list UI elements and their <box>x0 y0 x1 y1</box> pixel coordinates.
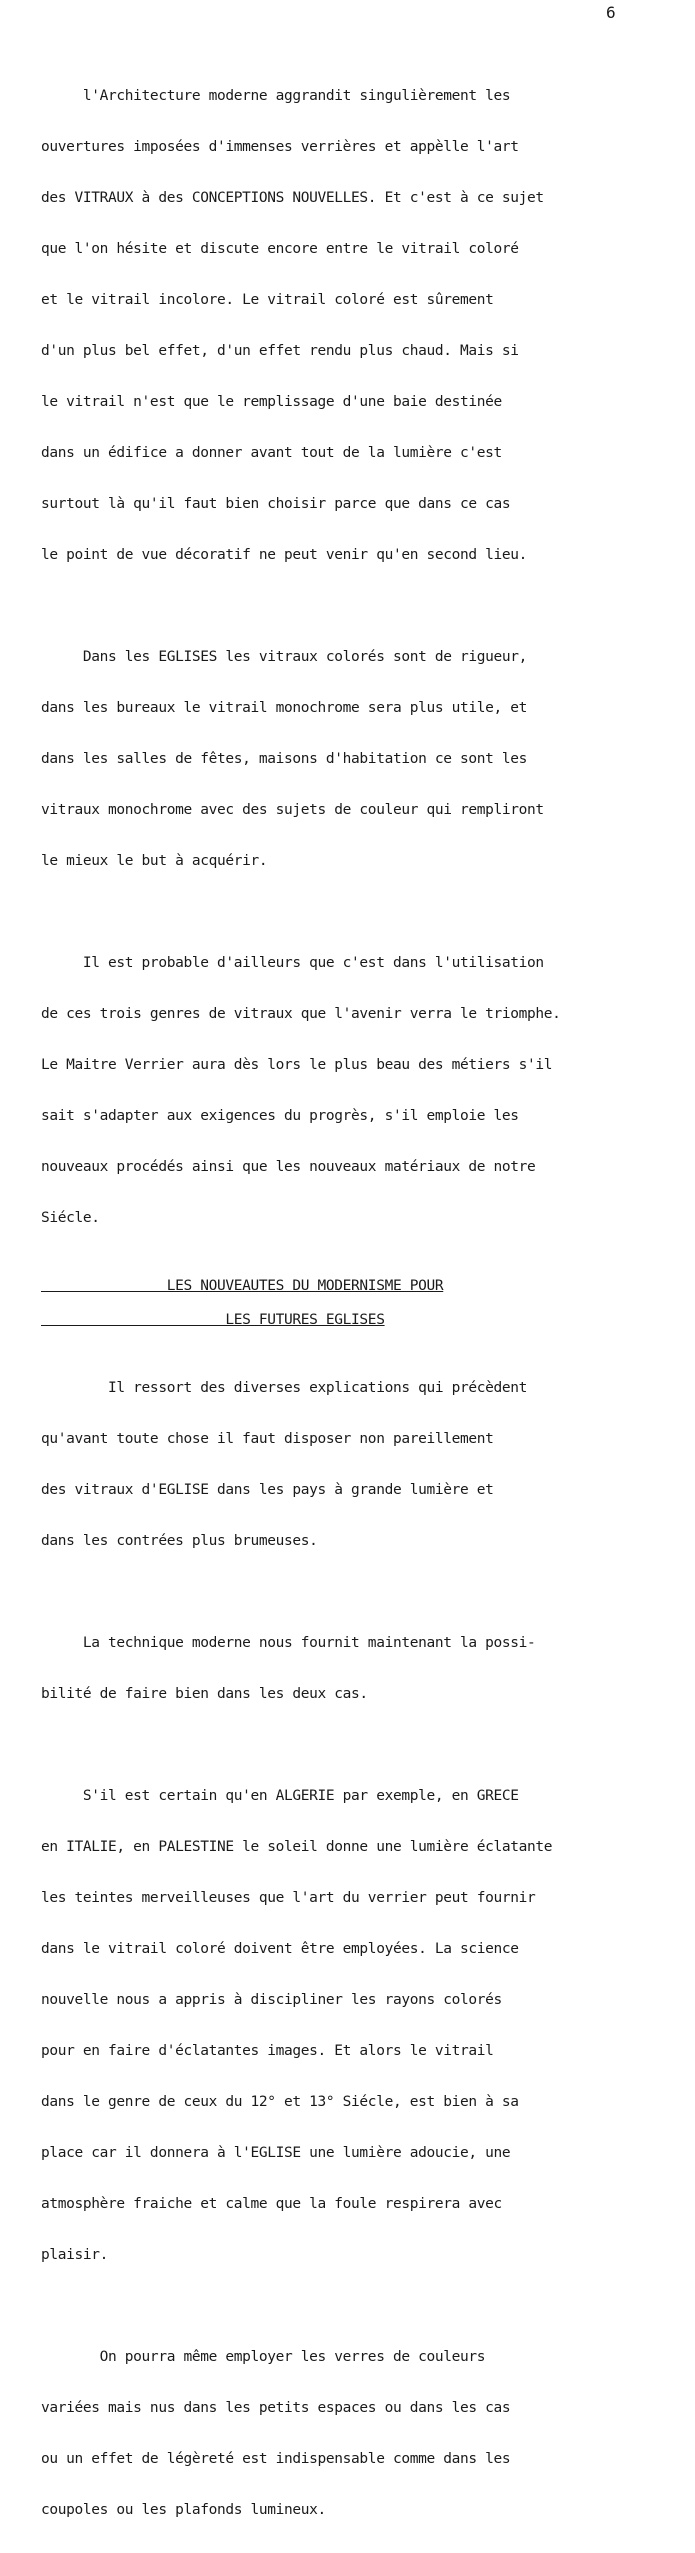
text-line: d'un plus bel effet, d'un effet rendu plus chaud. Mais si <box>41 343 519 359</box>
text-line: dans un édifice a donner avant tout de la lumière c'est <box>41 445 502 461</box>
text-line: le point de vue décoratif ne peut venir qu'en second lieu. <box>41 547 528 563</box>
text-line: Il est probable d'ailleurs que c'est dans l'utilisation <box>41 955 544 971</box>
text-line: des vitraux d'EGLISE dans les pays à grande lumière et <box>41 1482 494 1498</box>
text-line: que l'on hésite et discute encore entre le vitrail coloré <box>41 241 519 257</box>
text-line: pour en faire d'éclatantes images. Et alors le vitrail <box>41 2043 494 2059</box>
paragraph-1 <box>41 54 691 598</box>
document-body <box>41 54 691 2553</box>
text-line: l'Architecture moderne aggrandit singulièrement les <box>41 88 511 104</box>
text-line: Siécle. <box>41 1210 100 1226</box>
text-line: On pourra même employer les verres de couleurs <box>41 2349 486 2365</box>
text-line: et le vitrail incolore. Le vitrail coloré est sûrement <box>41 292 494 308</box>
text-line: sait s'adapter aux exigences du progrès, s'il emploie les <box>41 1108 519 1124</box>
text-line: Dans les EGLISES les vitraux colorés sont de rigueur, <box>41 649 528 665</box>
text-line: nouvelle nous a appris à discipliner les rayons colorés <box>41 1992 502 2008</box>
paragraph-5 <box>41 1601 691 1737</box>
text-line: coupoles ou les plafonds lumineux. <box>41 2502 326 2518</box>
paragraph-4 <box>41 1346 691 1584</box>
paragraph-6 <box>41 1754 691 2298</box>
text-line: place car il donnera à l'EGLISE une lumière adoucie, une <box>41 2145 511 2161</box>
text-line: de ces trois genres de vitraux que l'avenir verra le triomphe. <box>41 1006 561 1022</box>
text-line: ou un effet de légèreté est indispensable comme dans les <box>41 2451 511 2467</box>
text-line: en ITALIE, en PALESTINE le soleil donne une lumière éclatante <box>41 1839 553 1855</box>
text-line: les teintes merveilleuses que l'art du verrier peut fournir <box>41 1890 536 1906</box>
paragraph-2 <box>41 615 691 904</box>
text-line: variées mais nus dans les petits espaces ou dans les cas <box>41 2400 511 2416</box>
text-line: qu'avant toute chose il faut disposer non pareillement <box>41 1431 494 1447</box>
section-heading-line-1: LES NOUVEAUTES DU MODERNISME POUR <box>41 1278 444 1294</box>
text-line: dans le genre de ceux du 12° et 13° Siécle, est bien à sa <box>41 2094 519 2110</box>
text-line: le vitrail n'est que le remplissage d'une baie destinée <box>41 394 502 410</box>
paragraph-7 <box>41 2315 691 2553</box>
section-heading-line-2: LES FUTURES EGLISES <box>41 1312 385 1328</box>
text-line: Il ressort des diverses explications qui précèdent <box>41 1380 528 1396</box>
text-line: dans les contrées plus brumeuses. <box>41 1533 318 1549</box>
text-line: dans les bureaux le vitrail monochrome sera plus utile, et <box>41 700 528 716</box>
text-line: bilité de faire bien dans les deux cas. <box>41 1686 368 1702</box>
paragraph-3 <box>41 921 691 1261</box>
text-line: des VITRAUX à des CONCEPTIONS NOUVELLES. Et c'est à ce sujet <box>41 190 544 206</box>
text-line: ouvertures imposées d'immenses verrières et appèlle l'art <box>41 139 519 155</box>
text-line: nouveaux procédés ainsi que les nouveaux matériaux de notre <box>41 1159 536 1175</box>
text-line: vitraux monochrome avec des sujets de couleur qui rempliront <box>41 802 544 818</box>
text-line: dans le vitrail coloré doivent être employées. La science <box>41 1941 519 1957</box>
text-line: S'il est certain qu'en ALGERIE par exemple, en GRECE <box>41 1788 519 1804</box>
text-line: le mieux le but à acquérir. <box>41 853 268 869</box>
text-line: atmosphère fraiche et calme que la foule respirera avec <box>41 2196 502 2212</box>
page-number: 6 <box>606 3 616 22</box>
text-line: dans les salles de fêtes, maisons d'habitation ce sont les <box>41 751 528 767</box>
text-line: plaisir. <box>41 2247 109 2263</box>
text-line: Le Maitre Verrier aura dès lors le plus beau des métiers s'il <box>41 1057 553 1073</box>
text-line: La technique moderne nous fournit maintenant la possi- <box>41 1635 536 1651</box>
text-line: surtout là qu'il faut bien choisir parce que dans ce cas <box>41 496 511 512</box>
